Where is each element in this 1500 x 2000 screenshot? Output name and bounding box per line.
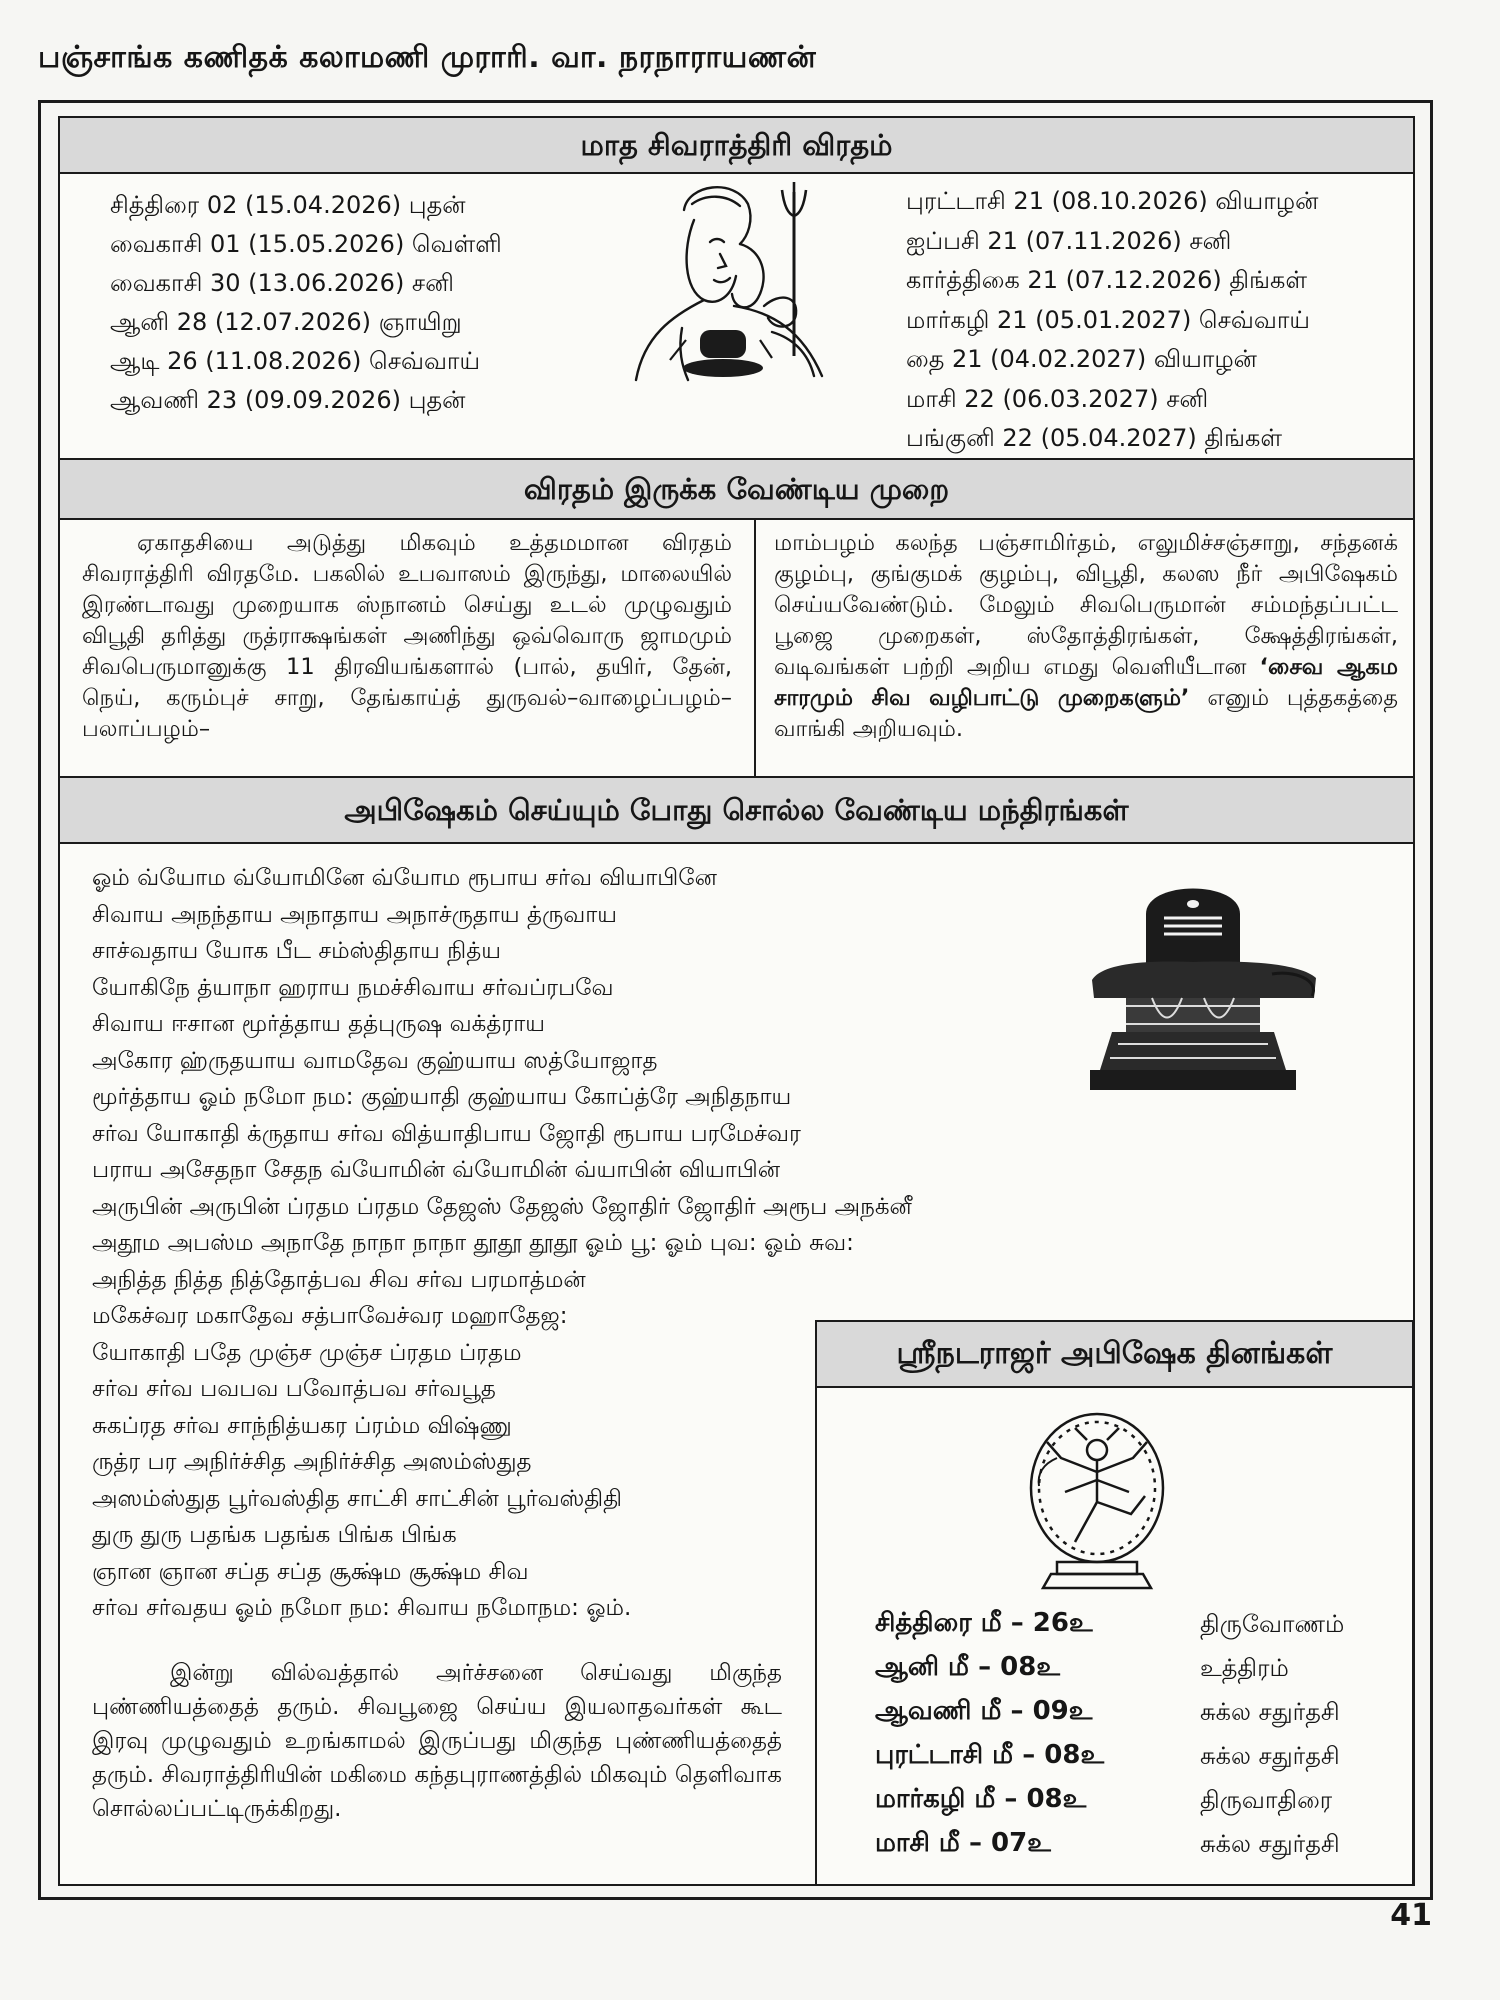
sivarathiri-title-bar — [60, 118, 1413, 174]
nataraja-schedule — [875, 1608, 1395, 1870]
mantra-line: ஞான ஞான சப்த சப்த சூக்ஷ்ம சூக்ஷ்ம சிவ — [92, 1558, 529, 1585]
method-right-text-end: எனும் புத்தகத்தை வாங்கி அறியவும். — [774, 685, 1398, 742]
method-left-paragraph — [82, 528, 732, 745]
mantra-line: யோகாதி பதே முஞ்ச முஞ்ச ப்ரதம ப்ரதம — [92, 1339, 522, 1366]
sivarathiri-title: மாத சிவராத்திரி விரதம் — [580, 128, 893, 162]
date-item: சித்திரை 02 (15.04.2026) புதன் — [110, 191, 466, 219]
method-right-text: மாம்பழம் கலந்த பஞ்சாமிர்தம், எலுமிச்சஞ்சாறு, சந்தனக் குழம்பு, குங்குமக் குழம்பு, விபூதி, கலஸ நீர் அபிஷேகம் செய்யவேண்டும். மேலும் சிவபெருமான் சம்மந்தப்பட்ட பூஜை முறைகள், ஸ்தோத்திரங்கள், க்ஷேத்திரங்கள், வடிவங்கள் பற்றி அறிய எமது வெளியீடான — [774, 530, 1398, 680]
schedule-star: சுக்ல சதுர்தசி — [1200, 1698, 1340, 1726]
date-item: தை 21 (04.02.2027) வியாழன் — [906, 345, 1257, 373]
method-right-paragraph — [774, 528, 1398, 745]
mantra-line: சாச்வதாய யோக பீட சம்ஸ்திதாய நித்ய — [92, 938, 501, 964]
mantra-line: யோகிநே த்யாநா ஹராய நமச்சிவாய சர்வப்ரபவே — [92, 974, 614, 1001]
schedule-month: ஆவணி மீ – 09உ — [875, 1696, 1093, 1726]
method-title-bar — [60, 460, 1413, 520]
book-title: ‘சைவ ஆகம சாரமும் சிவ வழிபாட்டு முறைகளும்’ — [774, 654, 1398, 711]
lingam-illustration — [1072, 874, 1322, 1114]
schedule-row — [875, 1608, 1375, 1648]
mantra-line: சர்வ யோகாதி க்ருதாய சர்வ வித்யாதிபாய ஜோதி ரூபாய பரமேச்வர — [92, 1120, 801, 1147]
mantra-line: அகோர ஹ்ருதயாய வாமதேவ குஹ்யாய ஸத்யோஜாத — [92, 1047, 658, 1074]
shiva-illustration — [622, 180, 844, 392]
schedule-row — [875, 1740, 1375, 1780]
sivarathiri-section — [58, 116, 1415, 460]
column-divider — [754, 520, 756, 776]
closing-paragraph — [92, 1656, 782, 1826]
mantra-line: அநித்த நித்த நித்தோத்பவ சிவ சர்வ பரமாத்மன் — [92, 1266, 586, 1293]
mantras-title: அபிஷேகம் செய்யும் போது சொல்ல வேண்டிய மந்திரங்கள் — [344, 793, 1129, 827]
date-item: கார்த்திகை 21 (07.12.2026) திங்கள் — [906, 266, 1308, 294]
mantra-line: பராய அசேதநா சேதந வ்யோமின் வ்யோமின் வ்யாபின் வியாபின் — [92, 1157, 781, 1183]
schedule-row — [875, 1828, 1375, 1868]
date-item: ஆடி 26 (11.08.2026) செவ்வாய் — [110, 347, 481, 375]
page-number: 41 — [1390, 1898, 1432, 1933]
schedule-row — [875, 1696, 1375, 1736]
mantra-lines — [92, 860, 912, 1627]
nataraja-title-bar — [817, 1322, 1412, 1388]
page-header: பஞ்சாங்க கணிதக் கலாமணி முராரி. வா. நரநாராயணன் — [38, 40, 817, 75]
mantra-line: சிவாய அநந்தாய அநாதாய அநாச்ருதாய த்ருவாய — [92, 901, 618, 928]
mantra-line: துரு துரு பதங்க பதங்க பிங்க பிங்க — [92, 1522, 457, 1548]
schedule-star: திருவாதிரை — [1200, 1786, 1333, 1814]
date-item: வைகாசி 01 (15.05.2026) வெள்ளி — [110, 230, 502, 258]
date-item: புரட்டாசி 21 (08.10.2026) வியாழன் — [906, 187, 1319, 215]
mantras-title-bar — [60, 778, 1413, 844]
method-title: விரதம் இருக்க வேண்டிய முறை — [523, 472, 950, 506]
mantras-section — [58, 776, 1415, 1886]
method-section — [58, 458, 1415, 778]
schedule-month: புரட்டாசி மீ – 08உ — [875, 1740, 1105, 1770]
date-item: மார்கழி 21 (05.01.2027) செவ்வாய் — [906, 305, 1310, 334]
date-item: பங்குனி 22 (05.04.2027) திங்கள் — [906, 424, 1283, 452]
mantra-line: அருபின் அருபின் ப்ரதம ப்ரதம தேஜஸ் தேஜஸ் ஜோதிர் ஜோதிர் அரூப அநக்னீ — [92, 1193, 912, 1220]
mantra-line: சிவாய ஈசான மூர்த்தாய தத்புருஷ வக்த்ராய — [92, 1011, 545, 1037]
mantra-line: ருத்ர பர அநிர்ச்சித அநிர்ச்சித அஸம்ஸ்துத — [92, 1449, 532, 1475]
schedule-star: சுக்ல சதுர்தசி — [1200, 1742, 1340, 1770]
date-item: ஆனி 28 (12.07.2026) ஞாயிறு — [110, 308, 462, 336]
schedule-month: மாசி மீ – 07உ — [875, 1828, 1051, 1858]
nataraja-title: ஸ்ரீநடராஜர் அபிஷேக தினங்கள் — [896, 1336, 1333, 1371]
method-left-text: ஏகாதசியை அடுத்து மிகவும் உத்தமமான விரதம் சிவராத்திரி விரதமே. பகலில் உபவாஸம் இருந்து, மாலையில் இரண்டாவது முறையாக ஸ்நானம் செய்து உடல் முழுவதும் விபூதி தரித்து ருத்ராக்ஷங்கள் அணிந்து ஒவ்வொரு ஜாமமும் சிவபெருமானுக்கு 11 திரவியங்களால் (பால், தயிர், தேன், நெய், கரும்புச் சாறு, தேங்காய்த் துருவல்–வாழைப்பழம்–பலாப்பழம்– — [82, 530, 732, 742]
mantra-line: அதூம அபஸ்ம அநாதே நாநா நாநா தூதூ தூதூ ஓம் பூ: ஓம் புவ: ஓம் சுவ: — [92, 1230, 854, 1256]
schedule-star: உத்திரம் — [1200, 1654, 1289, 1682]
date-item: ஆவணி 23 (09.09.2026) புதன் — [110, 386, 466, 414]
schedule-row — [875, 1784, 1375, 1824]
schedule-row — [875, 1652, 1375, 1692]
closing-text: இன்று வில்வத்தால் அர்ச்சனை செய்வது மிகுந்த புண்ணியத்தைத் தரும். சிவபூஜை செய்ய இயலாதவர்கள் கூட இரவு முழுவதும் உறங்காமல் இருப்பது மிகுந்த புண்ணியத்தைத் தரும். சிவராத்திரியின் மகிமை கந்தபுராணத்தில் மிகவும் தெளிவாக சொல்லப்பட்டிருக்கிறது. — [92, 1660, 782, 1822]
mantra-line: சர்வ சர்வ பவபவ பவோத்பவ சர்வபூத — [92, 1376, 496, 1402]
mantra-line: மகேச்வர மகாதேவ சத்பாவேச்வர மஹாதேஜ: — [92, 1303, 568, 1329]
date-item: ஐப்பசி 21 (07.11.2026) சனி — [906, 226, 1232, 255]
schedule-star: திருவோணம் — [1200, 1610, 1345, 1638]
mantra-line: சுகப்ரத சர்வ சாந்நித்யகர ப்ரம்ம விஷ்ணு — [92, 1412, 512, 1439]
nataraja-illustration — [1017, 1402, 1177, 1596]
date-item: வைகாசி 30 (13.06.2026) சனி — [110, 269, 454, 297]
schedule-month: ஆனி மீ – 08உ — [875, 1652, 1060, 1682]
mantra-line: சர்வ சர்வதய ஓம் நமோ நம: சிவாய நமோநம: ஓம். — [92, 1595, 632, 1621]
mantra-line: அஸம்ஸ்துத பூர்வஸ்தித சாட்சி சாட்சின் பூர்வஸ்திதி — [92, 1485, 622, 1512]
nataraja-box — [815, 1320, 1414, 1886]
schedule-star: சுக்ல சதுர்தசி — [1200, 1830, 1340, 1858]
sivarathiri-left-dates — [110, 186, 502, 420]
mantra-line: ஓம் வ்யோம வ்யோமினே வ்யோம ரூபாய சர்வ வியாபினே — [92, 865, 717, 891]
schedule-month: மார்கழி மீ – 08உ — [875, 1784, 1087, 1814]
schedule-month: சித்திரை மீ – 26உ — [875, 1608, 1093, 1638]
sivarathiri-right-dates — [906, 182, 1318, 459]
mantra-line: மூர்த்தாய ஓம் நமோ நம: குஹ்யாதி குஹ்யாய கோப்த்ரே அநிதநாய — [92, 1084, 792, 1110]
date-item: மாசி 22 (06.03.2027) சனி — [906, 384, 1209, 413]
